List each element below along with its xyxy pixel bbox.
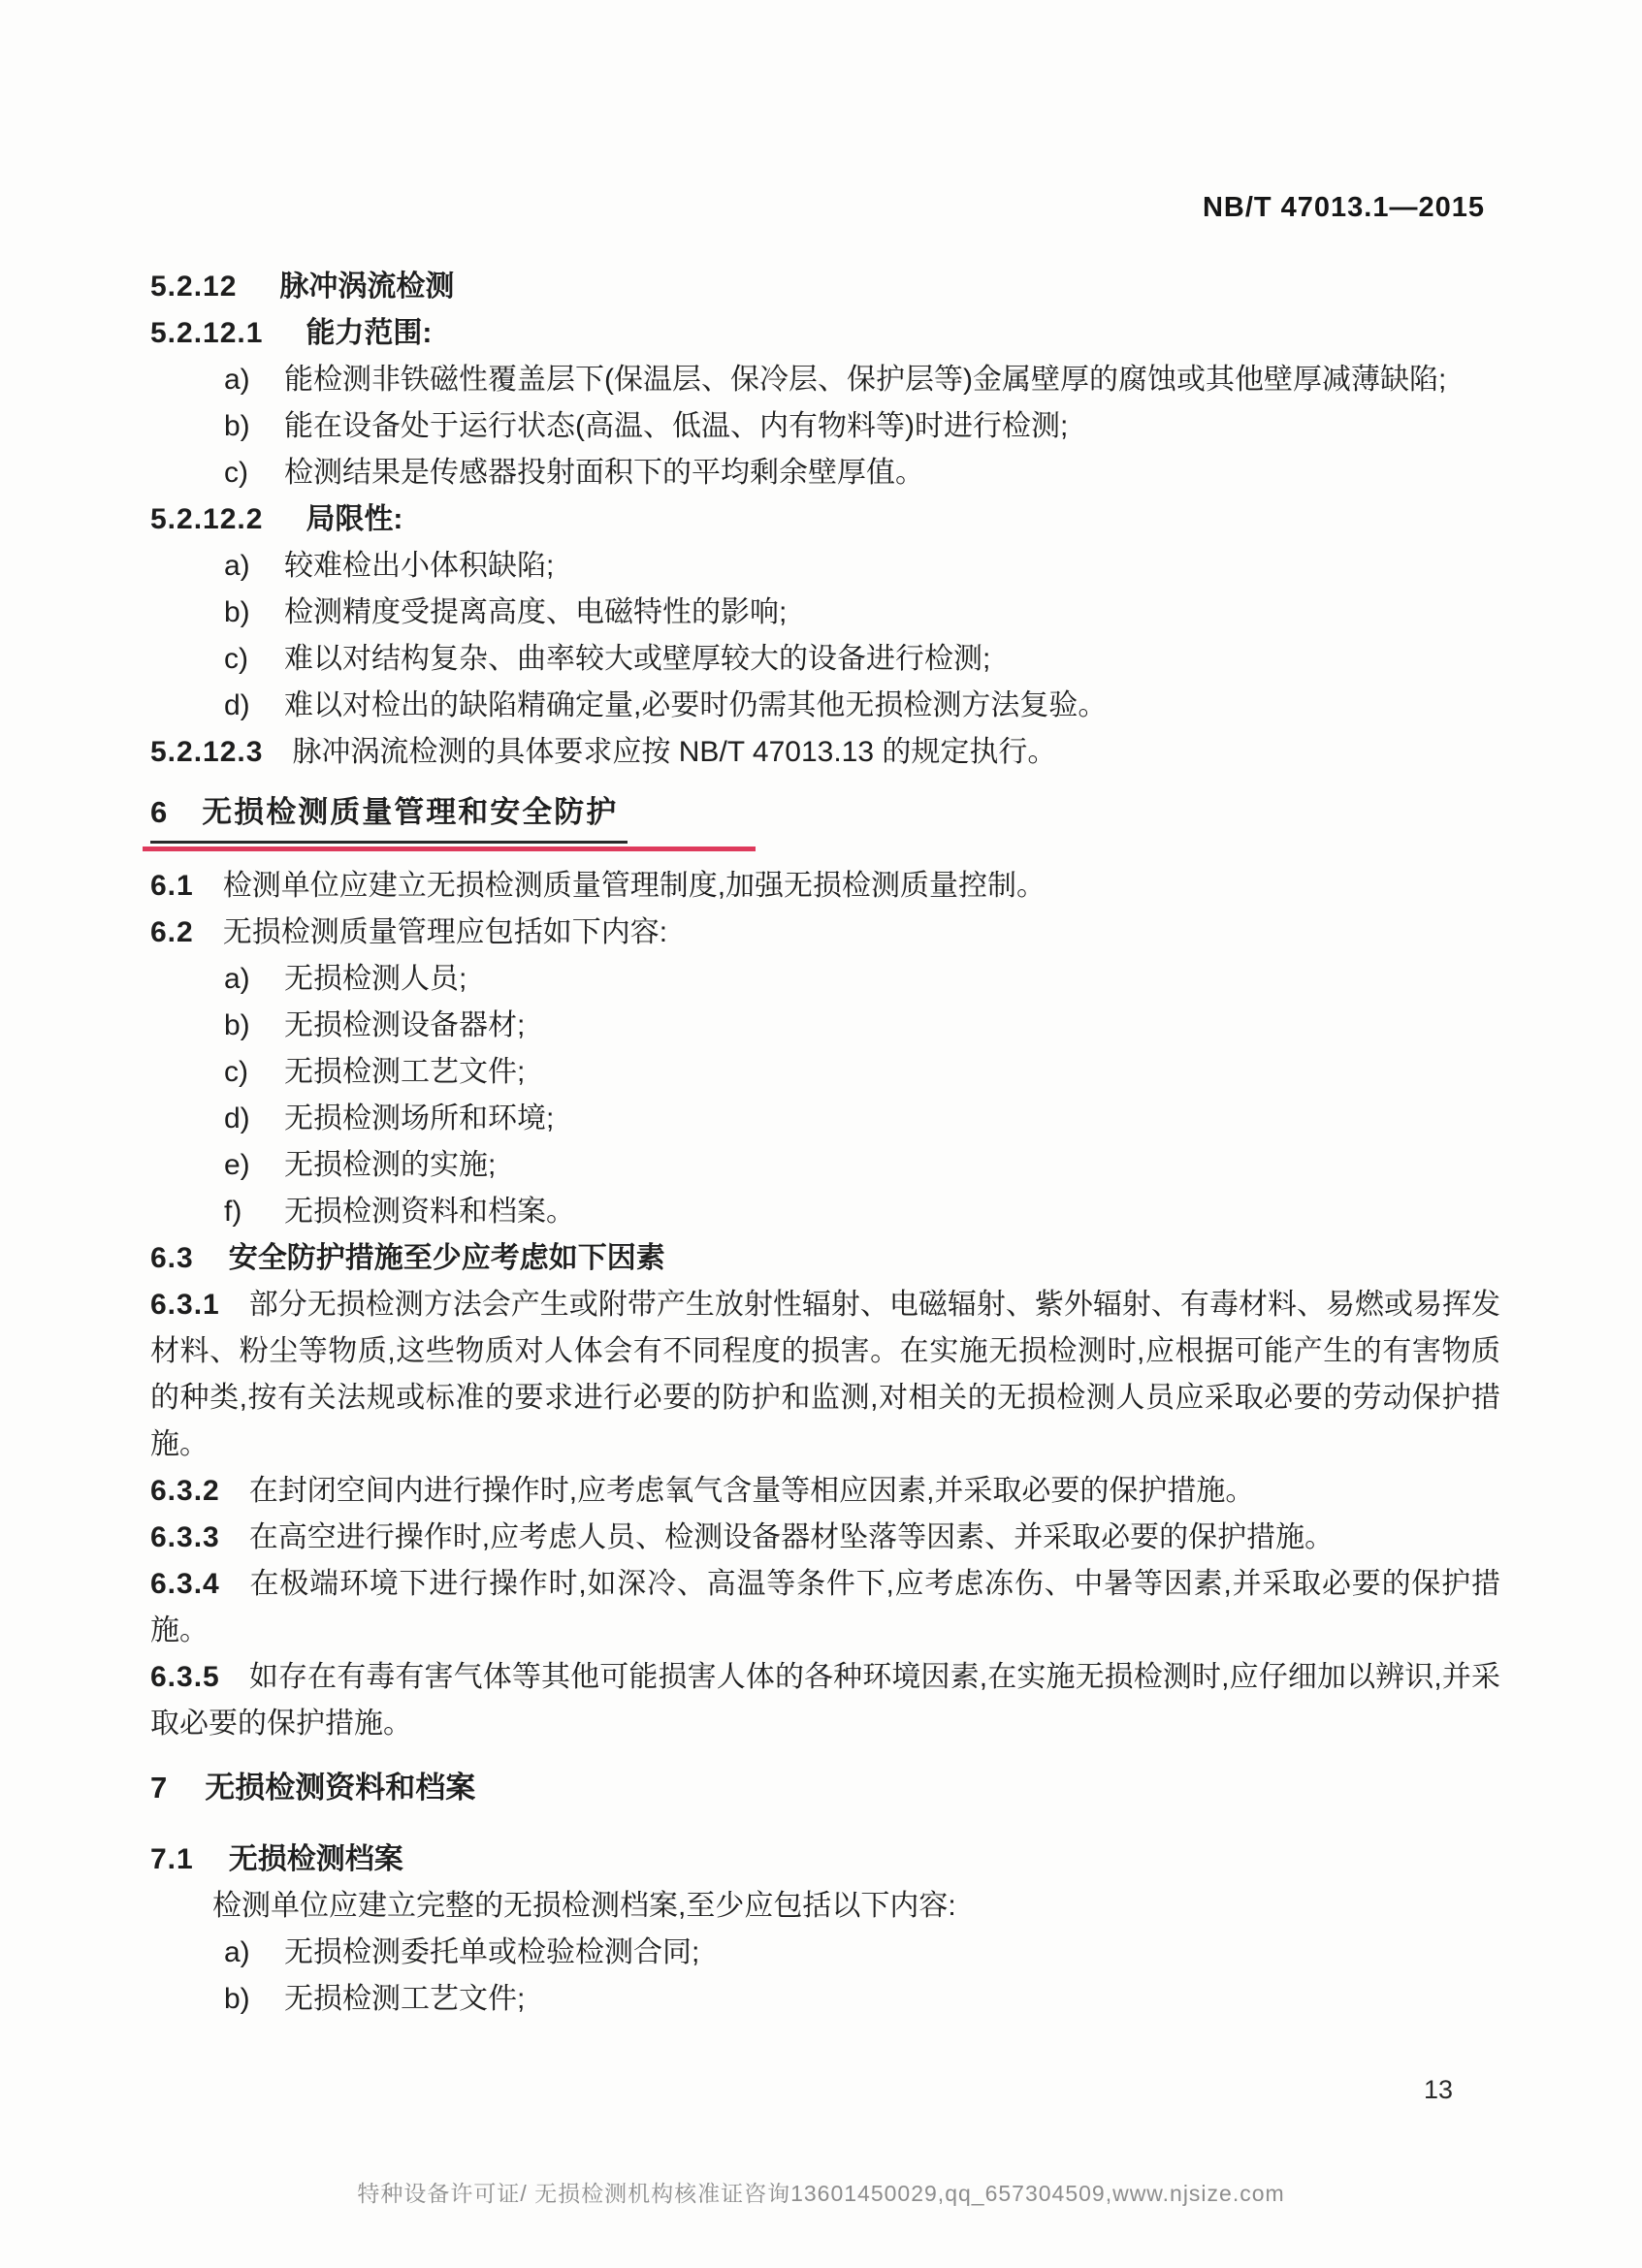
clause-title: 能力范围: (306, 317, 433, 349)
clause-6-3-5 (150, 1654, 1500, 1747)
list-marker: c) (224, 643, 248, 675)
list-marker: b) (224, 1009, 250, 1041)
list-text: 能检测非铁磁性覆盖层下(保温层、保冷层、保护层等)金属壁厚的腐蚀或其他壁厚减薄缺陷; (284, 364, 1447, 396)
list-text: 无损检测资料和档案。 (284, 1196, 575, 1228)
list-marker: f) (224, 1196, 242, 1228)
clause-number: 6.2 (150, 916, 194, 948)
clause-text: 部分无损检测方法会产生或附带产生放射性辐射、电磁辐射、紫外辐射、有毒材料、易燃或易挥发材料、粉尘等物质,这些物质对人体会有不同程度的损害。在实施无损检测时,应根据可能产生的有害物质的种类,按有关法规或标准的要求进行必要的防护和监测,对相关的无损检测人员应采取必要的劳动保护措施。 (150, 1289, 1500, 1460)
list-text: 难以对结构复杂、曲率较大或壁厚较大的设备进行检测; (284, 643, 991, 675)
clause-text: 脉冲涡流检测的具体要求应按 NB/T 47013.13 的规定执行。 (292, 736, 1057, 768)
list-item (150, 1976, 1500, 2023)
clause-text: 检测单位应建立无损检测质量管理制度,加强无损检测质量控制。 (222, 870, 1046, 902)
clause-6-1 (150, 863, 1500, 910)
list-item (150, 590, 1500, 636)
clause-title: 局限性: (306, 503, 403, 535)
list-marker: a) (224, 364, 250, 396)
list-item (150, 403, 1500, 450)
list-marker: a) (224, 1936, 250, 1968)
section-title: 无损检测质量管理和安全防护 (202, 795, 619, 829)
clause-7-1-intro (150, 1883, 1500, 1930)
footer-watermark: 特种设备许可证/ 无损检测机构核准证咨询13601450029,qq_657304509,www.njsize.com (357, 2181, 1285, 2206)
list-item (150, 683, 1500, 729)
list-item (150, 1142, 1500, 1189)
clause-number: 6.1 (150, 870, 194, 902)
clause-text: 如存在有毒有害气体等其他可能损害人体的各种环境因素,在实施无损检测时,应仔细加以辨识,并采取必要的保护措施。 (150, 1661, 1500, 1740)
clause-number: 6.3 (150, 1242, 194, 1274)
doc-number: NB/T 47013.1—2015 (1202, 192, 1485, 223)
list-text: 能在设备处于运行状态(高温、低温、内有物料等)时进行检测; (284, 410, 1069, 442)
clause-text: 在极端环境下进行操作时,如深冷、高温等条件下,应考虑冻伤、中暑等因素,并采取必要的保护措施。 (150, 1568, 1500, 1646)
clause-5-2-12-3 (150, 729, 1500, 776)
clause-6-3-heading (150, 1235, 1500, 1282)
clause-5-2-12-2-heading (150, 496, 1500, 543)
section-6-heading-text (150, 789, 628, 844)
list-marker: e) (224, 1149, 250, 1181)
clause-number: 5.2.12.3 (150, 736, 264, 768)
list-item (150, 450, 1500, 496)
list-marker: c) (224, 457, 248, 489)
clause-number: 6.3.4 (150, 1568, 220, 1600)
list-item (150, 1096, 1500, 1142)
clause-6-3-4 (150, 1561, 1500, 1654)
list-marker: b) (224, 1983, 250, 2015)
red-underline (143, 847, 756, 851)
clause-number: 7.1 (150, 1843, 194, 1875)
clause-title: 脉冲涡流检测 (279, 271, 455, 303)
list-marker: b) (224, 410, 250, 442)
list-item (150, 1003, 1500, 1049)
clause-5-2-12-1-heading (150, 310, 1500, 357)
list-text: 无损检测人员; (284, 963, 467, 995)
clause-6-3-1 (150, 1282, 1500, 1468)
clause-6-3-2 (150, 1468, 1500, 1515)
section-7-heading (150, 1765, 1500, 1811)
list-text: 无损检测设备器材; (284, 1009, 526, 1041)
paragraph-text: 检测单位应建立完整的无损检测档案,至少应包括以下内容: (212, 1890, 956, 1922)
section-number: 7 (150, 1771, 169, 1805)
clause-number: 6.3.5 (150, 1661, 220, 1693)
clause-number: 5.2.12.2 (150, 503, 264, 535)
list-marker: d) (224, 689, 250, 721)
list-marker: a) (224, 963, 250, 995)
list-text: 难以对检出的缺陷精确定量,必要时仍需其他无损检测方法复验。 (284, 689, 1108, 721)
list-item (150, 1049, 1500, 1096)
list-item (150, 956, 1500, 1003)
section-number: 6 (150, 795, 170, 829)
list-text: 无损检测场所和环境; (284, 1102, 555, 1134)
list-item (150, 543, 1500, 590)
clause-6-2 (150, 910, 1500, 956)
document-body (150, 264, 1500, 2023)
clause-number: 6.3.2 (150, 1475, 220, 1507)
clause-number: 5.2.12.1 (150, 317, 264, 349)
clause-number: 5.2.12 (150, 271, 238, 303)
list-item (150, 636, 1500, 683)
clause-6-3-3 (150, 1515, 1500, 1561)
clause-title: 安全防护措施至少应考虑如下因素 (228, 1242, 665, 1274)
list-marker: a) (224, 550, 250, 582)
clause-text: 在高空进行操作时,应考虑人员、检测设备器材坠落等因素、并采取必要的保护措施。 (248, 1521, 1335, 1553)
list-marker: d) (224, 1102, 250, 1134)
list-text: 较难检出小体积缺陷; (284, 550, 555, 582)
list-text: 检测结果是传感器投射面积下的平均剩余壁厚值。 (284, 457, 924, 489)
clause-7-1-heading (150, 1837, 1500, 1883)
list-marker: b) (224, 596, 250, 628)
list-text: 无损检测委托单或检验检测合同; (284, 1936, 700, 1968)
page-number: 13 (1424, 2075, 1454, 2104)
clause-number: 6.3.1 (150, 1289, 220, 1321)
list-item (150, 357, 1500, 403)
section-6-heading (150, 789, 1500, 851)
list-text: 无损检测工艺文件; (284, 1983, 526, 2015)
list-text: 无损检测工艺文件; (284, 1056, 526, 1088)
list-marker: c) (224, 1056, 248, 1088)
clause-5-2-12-heading (150, 264, 1500, 310)
list-text: 检测精度受提离高度、电磁特性的影响; (284, 596, 788, 628)
clause-text: 在封闭空间内进行操作时,应考虑氧气含量等相应因素,并采取必要的保护措施。 (248, 1475, 1255, 1507)
section-title: 无损检测资料和档案 (205, 1771, 476, 1805)
list-item (150, 1189, 1500, 1235)
list-item (150, 1930, 1500, 1976)
clause-number: 6.3.3 (150, 1521, 220, 1553)
clause-title: 无损检测档案 (228, 1843, 403, 1875)
clause-text: 无损检测质量管理应包括如下内容: (222, 916, 668, 948)
list-text: 无损检测的实施; (284, 1149, 497, 1181)
